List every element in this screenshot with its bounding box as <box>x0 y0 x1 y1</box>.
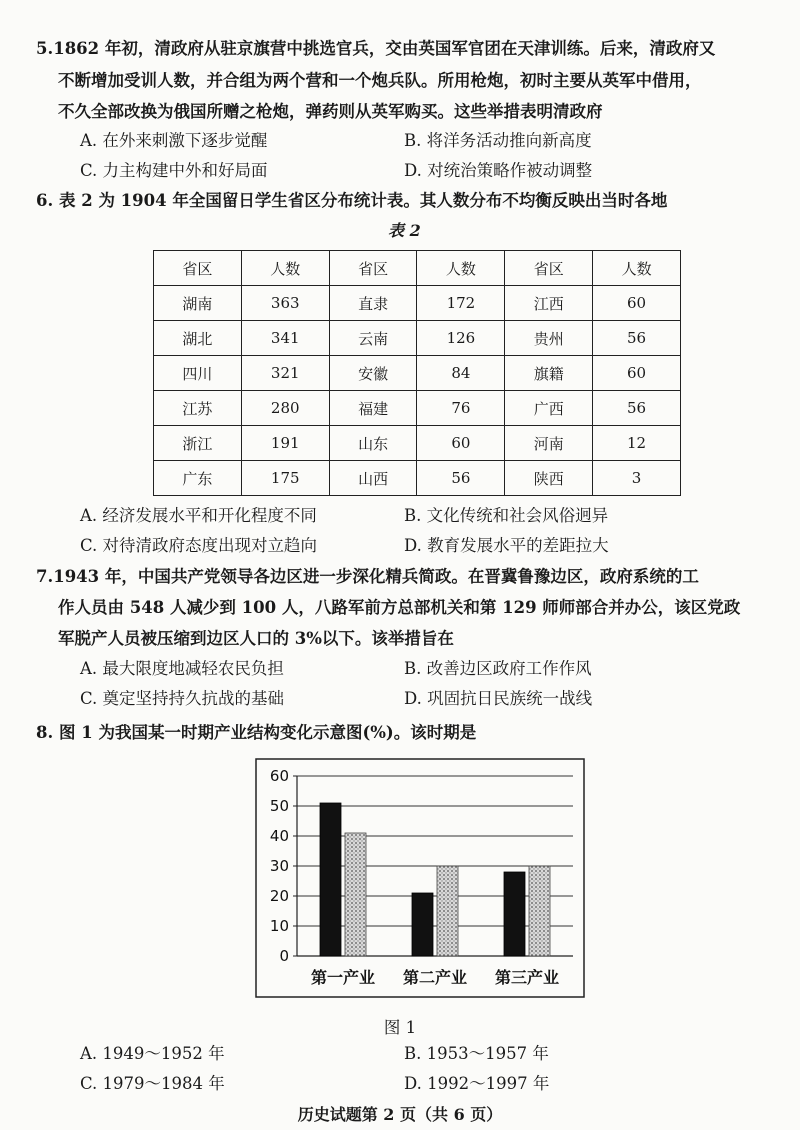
q8-option-c[interactable]: C. 1979～1984 年 <box>80 1074 225 1093</box>
q6-option-b[interactable]: B. 文化传统和社会风俗迥异 <box>404 506 609 525</box>
table-cell: 云南 <box>329 321 417 356</box>
table-header-row <box>154 251 681 286</box>
table-row <box>154 461 681 496</box>
table-cell: 363 <box>241 286 329 321</box>
table-cell: 广西 <box>505 391 593 426</box>
table-cell: 浙江 <box>154 426 242 461</box>
q7-option-a[interactable]: A. 最大限度地减轻农民负担 <box>80 659 284 678</box>
table-cell: 山西 <box>329 461 417 496</box>
q8-option-d[interactable]: D. 1992～1997 年 <box>404 1074 550 1093</box>
table-cell: 56 <box>417 461 505 496</box>
table-cell: 直隶 <box>329 286 417 321</box>
table-caption: 表 2 <box>388 221 421 240</box>
q6-stem: 6. 表 2 为 1904 年全国留日学生省区分布统计表。其人数分布不均衡反映出当时各地 <box>36 191 668 210</box>
industry-structure-chart <box>255 758 585 998</box>
table-cell: 280 <box>241 391 329 426</box>
table-cell: 76 <box>417 391 505 426</box>
table-header-cell: 人数 <box>241 251 329 286</box>
table-cell: 广东 <box>154 461 242 496</box>
table-cell: 12 <box>593 426 681 461</box>
q7-option-d[interactable]: D. 巩固抗日民族统一战线 <box>404 689 593 708</box>
bar-end-1 <box>345 833 366 956</box>
q5-option-a[interactable]: A. 在外来刺激下逐步觉醒 <box>80 131 268 150</box>
table-cell: 湖南 <box>154 286 242 321</box>
q7-option-c[interactable]: C. 奠定坚持持久抗战的基础 <box>80 689 285 708</box>
table-cell: 河南 <box>505 426 593 461</box>
table-cell: 山东 <box>329 426 417 461</box>
q7-stem-line-2: 作人员由 548 人减少到 100 人，八路军前方总部机关和第 129 师师部合并办公，该区党政 <box>58 598 741 617</box>
q5-stem-line-2: 不断增加受训人数，并合组为两个营和一个炮兵队。所用枪炮，初时主要从英军中借用， <box>58 71 702 90</box>
table-cell: 贵州 <box>505 321 593 356</box>
x-tick-label: 第二产业 <box>402 968 468 987</box>
student-distribution-table <box>153 250 681 496</box>
table-cell: 旗籍 <box>505 356 593 391</box>
y-tick-label: 30 <box>269 857 289 875</box>
table-row <box>154 356 681 391</box>
q6-option-c[interactable]: C. 对待清政府态度出现对立趋向 <box>80 536 318 555</box>
q5-option-d[interactable]: D. 对统治策略作被动调整 <box>404 161 593 180</box>
bar-end-2 <box>437 866 458 956</box>
q8-option-b[interactable]: B. 1953～1957 年 <box>404 1044 549 1063</box>
q6-option-a[interactable]: A. 经济发展水平和开化程度不同 <box>80 506 317 525</box>
table-row <box>154 321 681 356</box>
table-cell: 四川 <box>154 356 242 391</box>
y-tick-label: 50 <box>269 797 289 815</box>
q5-option-c[interactable]: C. 力主构建中外和好局面 <box>80 161 268 180</box>
table-cell: 陕西 <box>505 461 593 496</box>
table-cell: 56 <box>593 321 681 356</box>
q6-option-d[interactable]: D. 教育发展水平的差距拉大 <box>404 536 609 555</box>
table-header-cell: 省区 <box>505 251 593 286</box>
y-tick-label: 10 <box>269 917 289 935</box>
q5-option-b[interactable]: B. 将洋务活动推向新高度 <box>404 131 592 150</box>
q5-stem-line-1: 5.1862 年初，清政府从驻京旗营中挑选官兵，交由英国军官团在天津训练。后来，清政府又 <box>36 39 716 58</box>
x-tick-label: 第一产业 <box>310 968 376 987</box>
q5-stem-line-3: 不久全部改换为俄国所赠之枪炮，弹药则从英军购买。这些举措表明清政府 <box>58 102 603 121</box>
table-cell: 安徽 <box>329 356 417 391</box>
table-cell: 341 <box>241 321 329 356</box>
y-tick-label: 20 <box>269 887 289 905</box>
table-cell: 60 <box>593 286 681 321</box>
figure-caption: 图 1 <box>383 1018 417 1037</box>
table-header-cell: 人数 <box>417 251 505 286</box>
table-cell: 福建 <box>329 391 417 426</box>
q7-stem-line-1: 7.1943 年，中国共产党领导各边区进一步深化精兵简政。在晋冀鲁豫边区，政府系统的工 <box>36 567 699 586</box>
table-cell: 江西 <box>505 286 593 321</box>
table-cell: 3 <box>593 461 681 496</box>
bar-start-3 <box>504 872 525 956</box>
table-row <box>154 426 681 461</box>
table-header-cell: 人数 <box>593 251 681 286</box>
table-row <box>154 286 681 321</box>
table-cell: 60 <box>593 356 681 391</box>
table-cell: 191 <box>241 426 329 461</box>
x-tick-label: 第三产业 <box>494 968 560 987</box>
q7-option-b[interactable]: B. 改善边区政府工作作风 <box>404 659 592 678</box>
table-cell: 321 <box>241 356 329 391</box>
table-cell: 172 <box>417 286 505 321</box>
y-tick-label: 40 <box>269 827 289 845</box>
page-footer: 历史试题第 2 页（共 6 页） <box>297 1105 503 1124</box>
y-tick-label: 60 <box>269 767 289 785</box>
y-tick-label: 0 <box>279 947 289 965</box>
table-cell: 84 <box>417 356 505 391</box>
table-cell: 湖北 <box>154 321 242 356</box>
table-cell: 175 <box>241 461 329 496</box>
table-row <box>154 391 681 426</box>
table-cell: 126 <box>417 321 505 356</box>
table-header-cell: 省区 <box>154 251 242 286</box>
table-header-cell: 省区 <box>329 251 417 286</box>
bar-start-1 <box>320 803 341 956</box>
table-cell: 60 <box>417 426 505 461</box>
q7-stem-line-3: 军脱产人员被压缩到边区人口的 3%以下。该举措旨在 <box>58 629 454 648</box>
table-cell: 江苏 <box>154 391 242 426</box>
q8-option-a[interactable]: A. 1949～1952 年 <box>80 1044 225 1063</box>
bar-start-2 <box>412 893 433 956</box>
table-cell: 56 <box>593 391 681 426</box>
q8-stem: 8. 图 1 为我国某一时期产业结构变化示意图(%)。该时期是 <box>36 723 477 742</box>
bar-end-3 <box>529 866 550 956</box>
